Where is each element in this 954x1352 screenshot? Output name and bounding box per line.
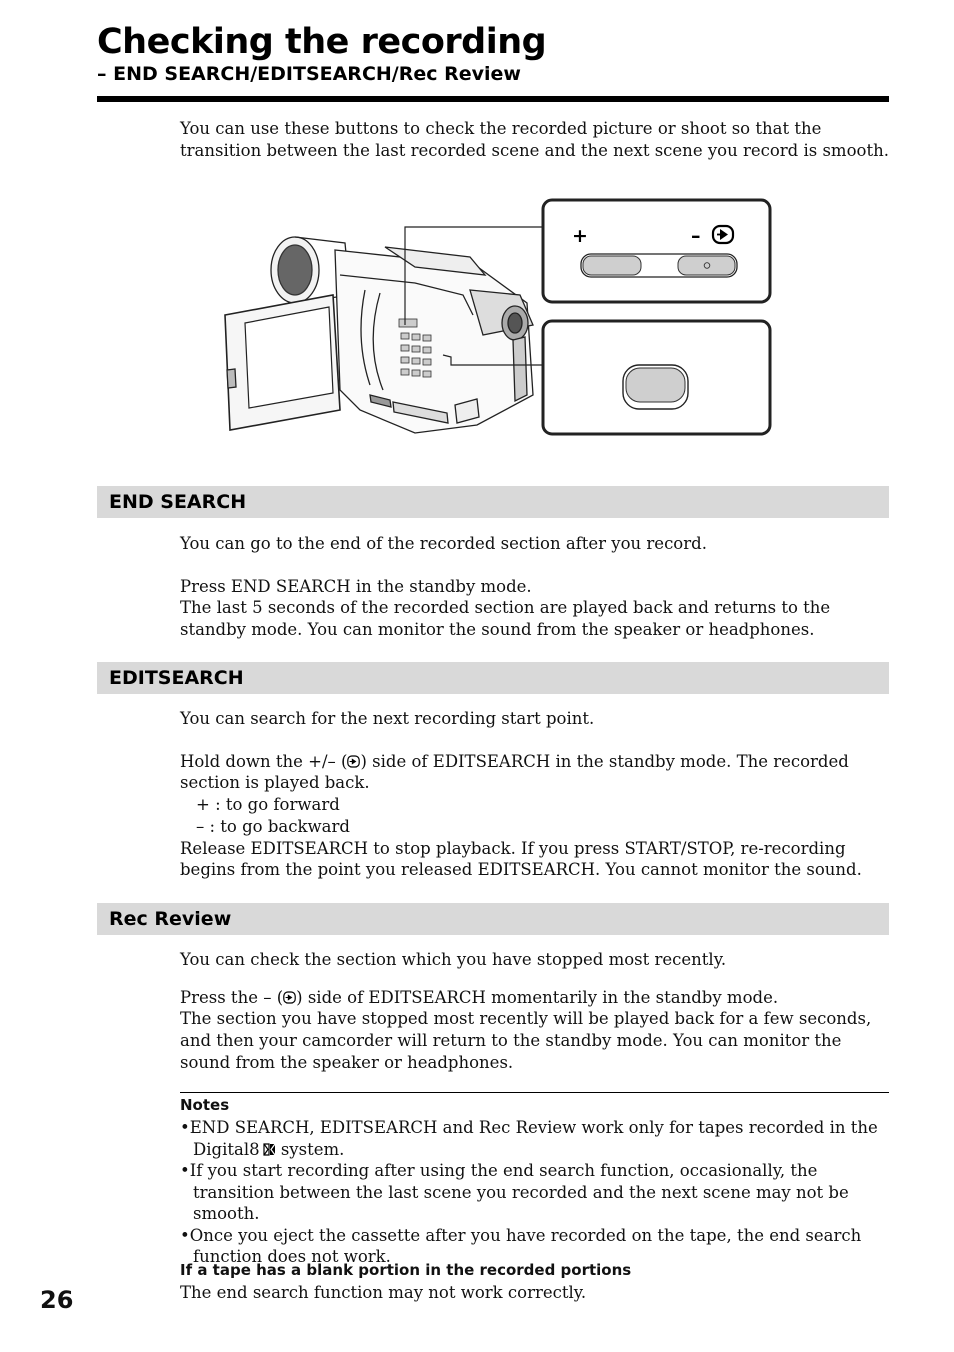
- notes-list: [180, 1117, 892, 1268]
- plus-label: +: [572, 225, 588, 247]
- section-end-search: END SEARCH: [97, 486, 889, 518]
- notes-rule: [180, 1092, 889, 1093]
- notes-heading: Notes: [180, 1096, 230, 1114]
- section-rec-review: Rec Review: [97, 903, 889, 935]
- blank-portion-text: The end search function may not work correctly.: [180, 1283, 587, 1302]
- page-subtitle: – END SEARCH/EDITSEARCH/Rec Review: [97, 63, 521, 85]
- section-editsearch: EDITSEARCH: [97, 662, 889, 694]
- blank-portion-heading: If a tape has a blank portion in the recorded portions: [180, 1261, 632, 1279]
- rec-review-icon: [347, 755, 360, 768]
- rec-review-text: You can check the section which you have stopped most recently. Press the – ( ) side of EDITSEARCH momentarily in the standby mode. The section you have stopped most recently will be played back for a few seconds, and then your camcorder will return to the standby mode. You can monitor the sound from the speaker or headphones.: [180, 950, 872, 1072]
- page-number: 26: [40, 1286, 74, 1314]
- intro-text: You can use these buttons to check the recorded picture or shoot so that the transition between the last recorded scene and the next scene you record is smooth.: [180, 119, 889, 160]
- title-rule: [97, 96, 889, 102]
- camcorder-illustration: [215, 195, 780, 445]
- camcorder-figure: [215, 195, 780, 445]
- end-search-text: You can go to the end of the recorded section after you record. Press END SEARCH in the standby mode. The last 5 seconds of the recorded section are played back and returns to the standby mode. You can monitor the sound from the speaker or headphones.: [180, 534, 831, 640]
- minus-label: –: [691, 225, 701, 247]
- note-item: •If you start recording after using the end search function, occasionally, the transition between the last scene you recorded and the next scene may not be smooth.: [180, 1161, 849, 1223]
- note-item: •END SEARCH, EDITSEARCH and Rec Review work only for tapes recorded in the Digital8 system.: [180, 1118, 878, 1159]
- editsearch-text: You can search for the next recording start point. Hold down the +/– ( ) side of EDITSEARCH in the standby mode. The recorded section is played back. + : to go forward – : to go backward Release EDITSEARCH to stop playback. If you press START/STOP, re-recording begins from the point you released EDITSEARCH. You cannot monitor the sound.: [180, 709, 862, 880]
- editsearch-rocker-button: [581, 254, 737, 277]
- rec-review-icon: [283, 991, 296, 1004]
- digital8-icon: [263, 1143, 276, 1156]
- page-title: Checking the recording: [97, 22, 547, 62]
- note-item: •Once you eject the cassette after you have recorded on the tape, the end search function does not work.: [180, 1225, 862, 1266]
- end-search-button: [623, 365, 688, 409]
